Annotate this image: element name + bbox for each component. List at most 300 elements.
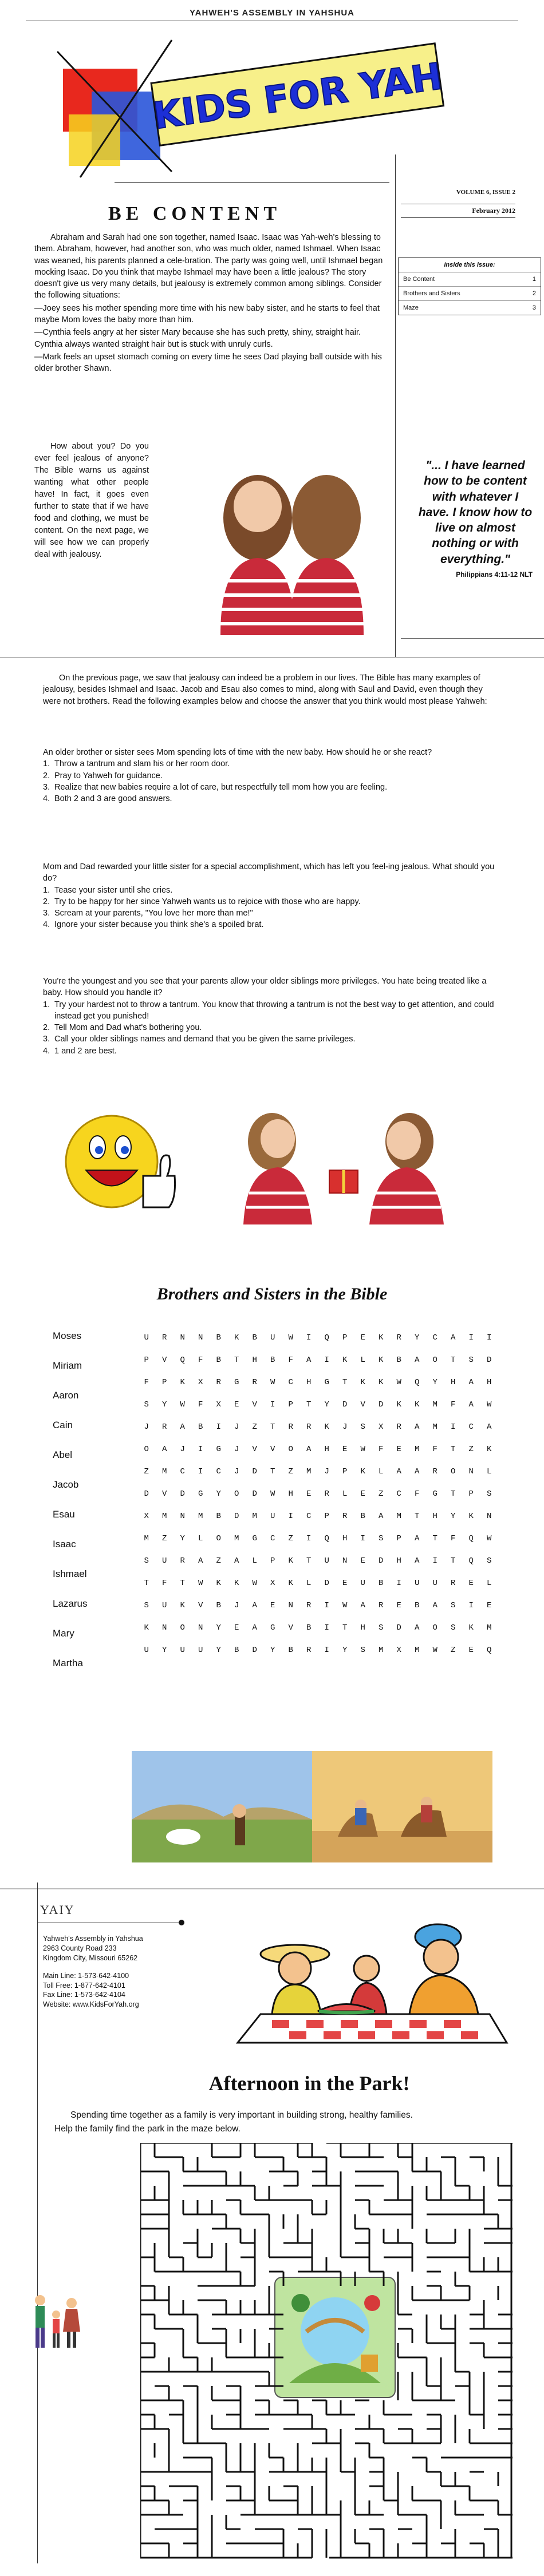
wordsearch-letter[interactable]: W: [252, 1578, 257, 1588]
wordsearch-letter[interactable]: F: [451, 1533, 456, 1543]
wordsearch-letter[interactable]: X: [216, 1400, 221, 1409]
wordsearch-letter[interactable]: C: [270, 1533, 275, 1543]
wordsearch-letter[interactable]: N: [162, 1623, 167, 1632]
wordsearch-letter[interactable]: G: [270, 1623, 275, 1632]
wordsearch-letter[interactable]: N: [180, 1511, 185, 1521]
wordsearch-letter[interactable]: B: [288, 1645, 293, 1655]
wordsearch-letter[interactable]: I: [432, 1556, 437, 1566]
wordsearch-letter[interactable]: F: [451, 1400, 456, 1409]
answer-option[interactable]: 1. Tease your sister until she cries.: [43, 885, 507, 896]
wordsearch-letter[interactable]: S: [144, 1400, 149, 1409]
wordsearch-letter[interactable]: E: [487, 1600, 492, 1610]
wordsearch-letter[interactable]: V: [360, 1400, 365, 1409]
wordsearch-letter[interactable]: O: [451, 1467, 456, 1476]
wordsearch-letter[interactable]: U: [144, 1333, 149, 1342]
wordsearch-letter[interactable]: D: [379, 1400, 384, 1409]
wordsearch-letter[interactable]: S: [451, 1600, 456, 1610]
wordsearch-letter[interactable]: A: [198, 1556, 203, 1566]
wordsearch-letter[interactable]: R: [252, 1377, 257, 1387]
wordsearch-letter[interactable]: C: [180, 1467, 185, 1476]
wordsearch-letter[interactable]: K: [468, 1623, 474, 1632]
wordsearch-letter[interactable]: R: [379, 1600, 384, 1610]
wordsearch-letter[interactable]: T: [451, 1355, 456, 1365]
wordsearch-letter[interactable]: P: [396, 1533, 401, 1543]
wordsearch-letter[interactable]: J: [324, 1467, 329, 1476]
wordsearch-letter[interactable]: M: [306, 1467, 312, 1476]
wordsearch-letter[interactable]: E: [306, 1489, 312, 1499]
wordsearch-letter[interactable]: A: [180, 1422, 185, 1432]
wordsearch-letter[interactable]: U: [432, 1578, 437, 1588]
wordsearch-letter[interactable]: O: [432, 1623, 437, 1632]
wordsearch-letter[interactable]: I: [468, 1600, 474, 1610]
wordsearch-letter[interactable]: X: [270, 1578, 275, 1588]
answer-option[interactable]: 1. Throw a tantrum and slam his or her room door.: [43, 758, 507, 770]
wordsearch-letter[interactable]: A: [306, 1444, 312, 1454]
wordsearch-letter[interactable]: B: [216, 1355, 221, 1365]
wordsearch-letter[interactable]: R: [306, 1422, 312, 1432]
wordsearch-letter[interactable]: K: [487, 1444, 492, 1454]
wordsearch-letter[interactable]: W: [270, 1489, 275, 1499]
wordsearch-letter[interactable]: D: [234, 1511, 239, 1521]
wordsearch-letter[interactable]: Z: [252, 1422, 257, 1432]
wordsearch-letter[interactable]: N: [180, 1333, 185, 1342]
wordsearch-letter[interactable]: W: [180, 1400, 185, 1409]
wordsearch-letter[interactable]: Y: [162, 1645, 167, 1655]
wordsearch-letter[interactable]: D: [379, 1556, 384, 1566]
wordsearch-letter[interactable]: M: [396, 1511, 401, 1521]
wordsearch-letter[interactable]: E: [360, 1489, 365, 1499]
wordsearch-letter[interactable]: I: [324, 1600, 329, 1610]
wordsearch-letter[interactable]: D: [487, 1355, 492, 1365]
wordsearch-letter[interactable]: P: [288, 1400, 293, 1409]
wordsearch-letter[interactable]: D: [252, 1467, 257, 1476]
wordsearch-letter[interactable]: Q: [415, 1377, 420, 1387]
wordsearch-letter[interactable]: J: [234, 1600, 239, 1610]
wordsearch-letter[interactable]: P: [162, 1377, 167, 1387]
wordsearch-letter[interactable]: X: [144, 1511, 149, 1521]
wordsearch-letter[interactable]: E: [468, 1645, 474, 1655]
wordsearch-letter[interactable]: F: [162, 1578, 167, 1588]
wordsearch-letter[interactable]: D: [342, 1400, 348, 1409]
wordsearch-letter[interactable]: G: [198, 1489, 203, 1499]
wordsearch-letter[interactable]: P: [270, 1556, 275, 1566]
wordsearch-letter[interactable]: A: [468, 1377, 474, 1387]
wordsearch-letter[interactable]: K: [324, 1422, 329, 1432]
wordsearch-letter[interactable]: A: [234, 1556, 239, 1566]
wordsearch-letter[interactable]: S: [379, 1533, 384, 1543]
wordsearch-grid[interactable]: [137, 1326, 498, 1661]
wordsearch-letter[interactable]: W: [342, 1600, 348, 1610]
wordsearch-letter[interactable]: W: [487, 1400, 492, 1409]
wordsearch-letter[interactable]: C: [216, 1467, 221, 1476]
wordsearch-letter[interactable]: M: [198, 1511, 203, 1521]
wordsearch-letter[interactable]: A: [252, 1600, 257, 1610]
wordsearch-letter[interactable]: B: [379, 1578, 384, 1588]
wordsearch-letter[interactable]: D: [180, 1489, 185, 1499]
wordsearch-letter[interactable]: E: [342, 1444, 348, 1454]
wordsearch-letter[interactable]: J: [234, 1467, 239, 1476]
wordsearch-letter[interactable]: X: [379, 1422, 384, 1432]
wordsearch-letter[interactable]: K: [342, 1355, 348, 1365]
wordsearch-letter[interactable]: T: [144, 1578, 149, 1588]
answer-option[interactable]: 1. Try your hardest not to throw a tantrum. You know that throwing a tantrum is not the best way to get attention, and could instead get you punished!: [43, 999, 507, 1023]
wordsearch-letter[interactable]: Y: [451, 1511, 456, 1521]
wordsearch-letter[interactable]: M: [487, 1623, 492, 1632]
wordsearch-letter[interactable]: G: [252, 1533, 257, 1543]
wordsearch-letter[interactable]: Q: [487, 1645, 492, 1655]
wordsearch-letter[interactable]: I: [396, 1578, 401, 1588]
wordsearch-letter[interactable]: C: [306, 1511, 312, 1521]
wordsearch-letter[interactable]: L: [360, 1355, 365, 1365]
wordsearch-letter[interactable]: Q: [468, 1533, 474, 1543]
wordsearch-letter[interactable]: R: [432, 1467, 437, 1476]
wordsearch-letter[interactable]: A: [415, 1533, 420, 1543]
wordsearch-letter[interactable]: I: [324, 1645, 329, 1655]
wordsearch-letter[interactable]: E: [342, 1578, 348, 1588]
wordsearch-letter[interactable]: H: [252, 1355, 257, 1365]
wordsearch-letter[interactable]: P: [144, 1355, 149, 1365]
wordsearch-letter[interactable]: M: [432, 1400, 437, 1409]
wordsearch-letter[interactable]: U: [360, 1578, 365, 1588]
wordsearch-letter[interactable]: M: [415, 1444, 420, 1454]
wordsearch-letter[interactable]: T: [234, 1355, 239, 1365]
wordsearch-letter[interactable]: I: [306, 1333, 312, 1342]
wordsearch-letter[interactable]: S: [144, 1600, 149, 1610]
wordsearch-letter[interactable]: Z: [216, 1556, 221, 1566]
wordsearch-letter[interactable]: W: [270, 1377, 275, 1387]
wordsearch-letter[interactable]: A: [415, 1467, 420, 1476]
wordsearch-letter[interactable]: B: [216, 1600, 221, 1610]
wordsearch-letter[interactable]: I: [216, 1422, 221, 1432]
wordsearch-letter[interactable]: H: [432, 1511, 437, 1521]
wordsearch-letter[interactable]: Y: [180, 1533, 185, 1543]
wordsearch-letter[interactable]: K: [396, 1400, 401, 1409]
wordsearch-letter[interactable]: I: [324, 1355, 329, 1365]
wordsearch-letter[interactable]: X: [396, 1645, 401, 1655]
wordsearch-letter[interactable]: K: [379, 1377, 384, 1387]
wordsearch-letter[interactable]: F: [144, 1377, 149, 1387]
wordsearch-letter[interactable]: W: [198, 1578, 203, 1588]
wordsearch-letter[interactable]: J: [144, 1422, 149, 1432]
wordsearch-letter[interactable]: O: [288, 1444, 293, 1454]
wordsearch-letter[interactable]: P: [324, 1511, 329, 1521]
wordsearch-letter[interactable]: U: [162, 1600, 167, 1610]
wordsearch-letter[interactable]: G: [324, 1377, 329, 1387]
wordsearch-letter[interactable]: I: [288, 1511, 293, 1521]
wordsearch-letter[interactable]: I: [451, 1422, 456, 1432]
wordsearch-letter[interactable]: Q: [468, 1556, 474, 1566]
wordsearch-letter[interactable]: H: [487, 1377, 492, 1387]
wordsearch-letter[interactable]: S: [487, 1556, 492, 1566]
wordsearch-letter[interactable]: K: [288, 1556, 293, 1566]
wordsearch-letter[interactable]: I: [324, 1623, 329, 1632]
wordsearch-letter[interactable]: B: [415, 1600, 420, 1610]
wordsearch-letter[interactable]: D: [144, 1489, 149, 1499]
wordsearch-letter[interactable]: U: [270, 1333, 275, 1342]
wordsearch-letter[interactable]: H: [451, 1377, 456, 1387]
wordsearch-letter[interactable]: Q: [324, 1533, 329, 1543]
answer-option[interactable]: 2. Try to be happy for her since Yahweh wants us to rejoice with those who are happy.: [43, 896, 507, 907]
wordsearch-letter[interactable]: H: [360, 1623, 365, 1632]
wordsearch-letter[interactable]: L: [252, 1556, 257, 1566]
wordsearch-letter[interactable]: Y: [216, 1489, 221, 1499]
wordsearch-letter[interactable]: A: [415, 1355, 420, 1365]
wordsearch-letter[interactable]: R: [324, 1489, 329, 1499]
wordsearch-letter[interactable]: A: [396, 1467, 401, 1476]
wordsearch-letter[interactable]: K: [180, 1377, 185, 1387]
wordsearch-letter[interactable]: R: [306, 1645, 312, 1655]
wordsearch-letter[interactable]: S: [468, 1355, 474, 1365]
wordsearch-letter[interactable]: L: [306, 1578, 312, 1588]
wordsearch-letter[interactable]: K: [144, 1623, 149, 1632]
wordsearch-letter[interactable]: L: [487, 1467, 492, 1476]
wordsearch-letter[interactable]: V: [252, 1444, 257, 1454]
wordsearch-letter[interactable]: A: [306, 1355, 312, 1365]
wordsearch-letter[interactable]: Q: [324, 1333, 329, 1342]
wordsearch-letter[interactable]: B: [306, 1623, 312, 1632]
wordsearch-letter[interactable]: A: [162, 1444, 167, 1454]
wordsearch-letter[interactable]: K: [216, 1578, 221, 1588]
wordsearch-letter[interactable]: I: [306, 1533, 312, 1543]
wordsearch-letter[interactable]: U: [415, 1578, 420, 1588]
wordsearch-letter[interactable]: N: [487, 1511, 492, 1521]
wordsearch-letter[interactable]: A: [487, 1422, 492, 1432]
wordsearch-letter[interactable]: V: [198, 1600, 203, 1610]
contact-website[interactable]: Website: www.KidsForYah.org: [43, 2000, 139, 2009]
wordsearch-letter[interactable]: B: [216, 1511, 221, 1521]
wordsearch-letter[interactable]: C: [432, 1333, 437, 1342]
wordsearch-letter[interactable]: B: [216, 1333, 221, 1342]
wordsearch-letter[interactable]: J: [180, 1444, 185, 1454]
wordsearch-letter[interactable]: T: [306, 1400, 312, 1409]
wordsearch-letter[interactable]: S: [487, 1489, 492, 1499]
wordsearch-letter[interactable]: O: [180, 1623, 185, 1632]
wordsearch-letter[interactable]: H: [306, 1377, 312, 1387]
wordsearch-letter[interactable]: N: [198, 1333, 203, 1342]
wordsearch-letter[interactable]: V: [270, 1444, 275, 1454]
wordsearch-letter[interactable]: A: [415, 1556, 420, 1566]
answer-option[interactable]: 3. Scream at your parents, "You love her more than me!": [43, 907, 507, 919]
wordsearch-letter[interactable]: M: [234, 1533, 239, 1543]
wordsearch-letter[interactable]: T: [306, 1556, 312, 1566]
wordsearch-letter[interactable]: O: [432, 1355, 437, 1365]
wordsearch-letter[interactable]: U: [324, 1556, 329, 1566]
wordsearch-letter[interactable]: R: [216, 1377, 221, 1387]
wordsearch-letter[interactable]: W: [396, 1377, 401, 1387]
wordsearch-letter[interactable]: L: [487, 1578, 492, 1588]
wordsearch-letter[interactable]: R: [342, 1511, 348, 1521]
wordsearch-letter[interactable]: R: [451, 1578, 456, 1588]
wordsearch-letter[interactable]: S: [360, 1422, 365, 1432]
wordsearch-letter[interactable]: Y: [216, 1623, 221, 1632]
wordsearch-letter[interactable]: N: [468, 1467, 474, 1476]
wordsearch-letter[interactable]: W: [288, 1333, 293, 1342]
wordsearch-letter[interactable]: Z: [379, 1489, 384, 1499]
wordsearch-letter[interactable]: W: [360, 1444, 365, 1454]
answer-option[interactable]: 4. Both 2 and 3 are good answers.: [43, 793, 507, 804]
wordsearch-letter[interactable]: V: [162, 1489, 167, 1499]
wordsearch-letter[interactable]: X: [198, 1377, 203, 1387]
wordsearch-letter[interactable]: U: [162, 1556, 167, 1566]
wordsearch-letter[interactable]: Z: [144, 1467, 149, 1476]
wordsearch-letter[interactable]: N: [342, 1556, 348, 1566]
wordsearch-letter[interactable]: V: [288, 1623, 293, 1632]
wordsearch-letter[interactable]: K: [234, 1578, 239, 1588]
wordsearch-letter[interactable]: W: [432, 1645, 437, 1655]
wordsearch-letter[interactable]: Y: [216, 1645, 221, 1655]
wordsearch-letter[interactable]: K: [468, 1511, 474, 1521]
wordsearch-letter[interactable]: K: [360, 1467, 365, 1476]
wordsearch-letter[interactable]: N: [198, 1623, 203, 1632]
wordsearch-letter[interactable]: A: [252, 1623, 257, 1632]
wordsearch-letter[interactable]: H: [324, 1444, 329, 1454]
wordsearch-letter[interactable]: U: [180, 1645, 185, 1655]
wordsearch-letter[interactable]: M: [379, 1645, 384, 1655]
wordsearch-letter[interactable]: L: [198, 1533, 203, 1543]
wordsearch-letter[interactable]: G: [216, 1444, 221, 1454]
wordsearch-letter[interactable]: L: [379, 1467, 384, 1476]
wordsearch-letter[interactable]: C: [396, 1489, 401, 1499]
wordsearch-letter[interactable]: T: [451, 1444, 456, 1454]
wordsearch-letter[interactable]: J: [234, 1444, 239, 1454]
answer-option[interactable]: 2. Pray to Yahweh for guidance.: [43, 770, 507, 782]
wordsearch-letter[interactable]: E: [468, 1578, 474, 1588]
wordsearch-letter[interactable]: V: [162, 1355, 167, 1365]
wordsearch-letter[interactable]: K: [379, 1333, 384, 1342]
wordsearch-letter[interactable]: U: [270, 1511, 275, 1521]
wordsearch-letter[interactable]: T: [432, 1533, 437, 1543]
wordsearch-letter[interactable]: J: [234, 1422, 239, 1432]
wordsearch-letter[interactable]: I: [198, 1444, 203, 1454]
wordsearch-letter[interactable]: T: [270, 1467, 275, 1476]
wordsearch-letter[interactable]: P: [468, 1489, 474, 1499]
wordsearch-letter[interactable]: I: [360, 1533, 365, 1543]
wordsearch-letter[interactable]: F: [379, 1444, 384, 1454]
wordsearch-letter[interactable]: B: [396, 1355, 401, 1365]
wordsearch-letter[interactable]: R: [162, 1422, 167, 1432]
wordsearch-letter[interactable]: T: [342, 1377, 348, 1387]
wordsearch-letter[interactable]: H: [342, 1533, 348, 1543]
wordsearch-letter[interactable]: V: [252, 1400, 257, 1409]
wordsearch-letter[interactable]: R: [396, 1333, 401, 1342]
wordsearch-letter[interactable]: S: [360, 1645, 365, 1655]
wordsearch-letter[interactable]: D: [252, 1489, 257, 1499]
wordsearch-letter[interactable]: Z: [288, 1467, 293, 1476]
wordsearch-letter[interactable]: A: [379, 1511, 384, 1521]
wordsearch-letter[interactable]: U: [144, 1645, 149, 1655]
wordsearch-letter[interactable]: I: [198, 1467, 203, 1476]
wordsearch-letter[interactable]: Y: [270, 1645, 275, 1655]
wordsearch-letter[interactable]: T: [451, 1489, 456, 1499]
wordsearch-letter[interactable]: S: [144, 1556, 149, 1566]
answer-option[interactable]: 3. Realize that new babies require a lot of care, but respectfully tell mom how you are feeling.: [43, 782, 507, 793]
wordsearch-letter[interactable]: Y: [162, 1400, 167, 1409]
wordsearch-letter[interactable]: B: [198, 1422, 203, 1432]
answer-option[interactable]: 3. Call your older siblings names and demand that you be given the same privileges.: [43, 1033, 507, 1045]
wordsearch-letter[interactable]: K: [360, 1377, 365, 1387]
wordsearch-letter[interactable]: E: [360, 1333, 365, 1342]
inside-row[interactable]: [399, 272, 541, 287]
wordsearch-letter[interactable]: K: [234, 1333, 239, 1342]
wordsearch-letter[interactable]: E: [396, 1444, 401, 1454]
wordsearch-letter[interactable]: A: [360, 1600, 365, 1610]
wordsearch-letter[interactable]: N: [288, 1600, 293, 1610]
wordsearch-letter[interactable]: R: [288, 1422, 293, 1432]
wordsearch-letter[interactable]: P: [342, 1467, 348, 1476]
wordsearch-letter[interactable]: A: [432, 1600, 437, 1610]
wordsearch-letter[interactable]: U: [198, 1645, 203, 1655]
wordsearch-letter[interactable]: C: [468, 1422, 474, 1432]
wordsearch-letter[interactable]: E: [234, 1623, 239, 1632]
wordsearch-letter[interactable]: M: [415, 1645, 420, 1655]
wordsearch-letter[interactable]: G: [432, 1489, 437, 1499]
wordsearch-letter[interactable]: T: [180, 1578, 185, 1588]
wordsearch-letter[interactable]: C: [288, 1377, 293, 1387]
wordsearch-letter[interactable]: M: [432, 1422, 437, 1432]
wordsearch-letter[interactable]: Z: [451, 1645, 456, 1655]
wordsearch-letter[interactable]: B: [234, 1645, 239, 1655]
park-maze[interactable]: [140, 2143, 513, 2561]
wordsearch-letter[interactable]: O: [216, 1533, 221, 1543]
wordsearch-letter[interactable]: L: [342, 1489, 348, 1499]
wordsearch-letter[interactable]: K: [180, 1600, 185, 1610]
wordsearch-letter[interactable]: Y: [342, 1645, 348, 1655]
wordsearch-letter[interactable]: P: [342, 1333, 348, 1342]
wordsearch-letter[interactable]: F: [198, 1355, 203, 1365]
wordsearch-letter[interactable]: I: [487, 1333, 492, 1342]
wordsearch-letter[interactable]: T: [415, 1511, 420, 1521]
wordsearch-letter[interactable]: D: [324, 1578, 329, 1588]
wordsearch-letter[interactable]: J: [342, 1422, 348, 1432]
wordsearch-letter[interactable]: R: [180, 1556, 185, 1566]
answer-option[interactable]: 2. Tell Mom and Dad what's bothering you.: [43, 1022, 507, 1033]
wordsearch-letter[interactable]: I: [468, 1333, 474, 1342]
wordsearch-letter[interactable]: K: [379, 1355, 384, 1365]
wordsearch-letter[interactable]: D: [396, 1623, 401, 1632]
wordsearch-letter[interactable]: A: [468, 1400, 474, 1409]
wordsearch-letter[interactable]: O: [234, 1489, 239, 1499]
wordsearch-letter[interactable]: M: [162, 1511, 167, 1521]
wordsearch-letter[interactable]: H: [288, 1489, 293, 1499]
wordsearch-letter[interactable]: I: [270, 1400, 275, 1409]
wordsearch-letter[interactable]: F: [415, 1489, 420, 1499]
wordsearch-letter[interactable]: G: [234, 1377, 239, 1387]
wordsearch-letter[interactable]: B: [360, 1511, 365, 1521]
wordsearch-letter[interactable]: Y: [432, 1377, 437, 1387]
wordsearch-letter[interactable]: Y: [324, 1400, 329, 1409]
answer-option[interactable]: 4. 1 and 2 are best.: [43, 1045, 507, 1057]
wordsearch-letter[interactable]: T: [451, 1556, 456, 1566]
wordsearch-letter[interactable]: B: [252, 1333, 257, 1342]
answer-option[interactable]: 4. Ignore your sister because you think she's a spoiled brat.: [43, 919, 507, 930]
wordsearch-letter[interactable]: E: [396, 1600, 401, 1610]
wordsearch-letter[interactable]: M: [162, 1467, 167, 1476]
wordsearch-letter[interactable]: T: [270, 1422, 275, 1432]
wordsearch-letter[interactable]: M: [144, 1533, 149, 1543]
wordsearch-letter[interactable]: A: [415, 1623, 420, 1632]
wordsearch-letter[interactable]: B: [270, 1355, 275, 1365]
wordsearch-letter[interactable]: A: [415, 1422, 420, 1432]
wordsearch-letter[interactable]: Z: [468, 1444, 474, 1454]
wordsearch-letter[interactable]: D: [252, 1645, 257, 1655]
wordsearch-letter[interactable]: S: [379, 1623, 384, 1632]
wordsearch-letter[interactable]: A: [451, 1333, 456, 1342]
wordsearch-letter[interactable]: Z: [162, 1533, 167, 1543]
wordsearch-letter[interactable]: Y: [415, 1333, 420, 1342]
wordsearch-letter[interactable]: K: [288, 1578, 293, 1588]
inside-row[interactable]: [399, 287, 541, 301]
wordsearch-letter[interactable]: E: [270, 1600, 275, 1610]
